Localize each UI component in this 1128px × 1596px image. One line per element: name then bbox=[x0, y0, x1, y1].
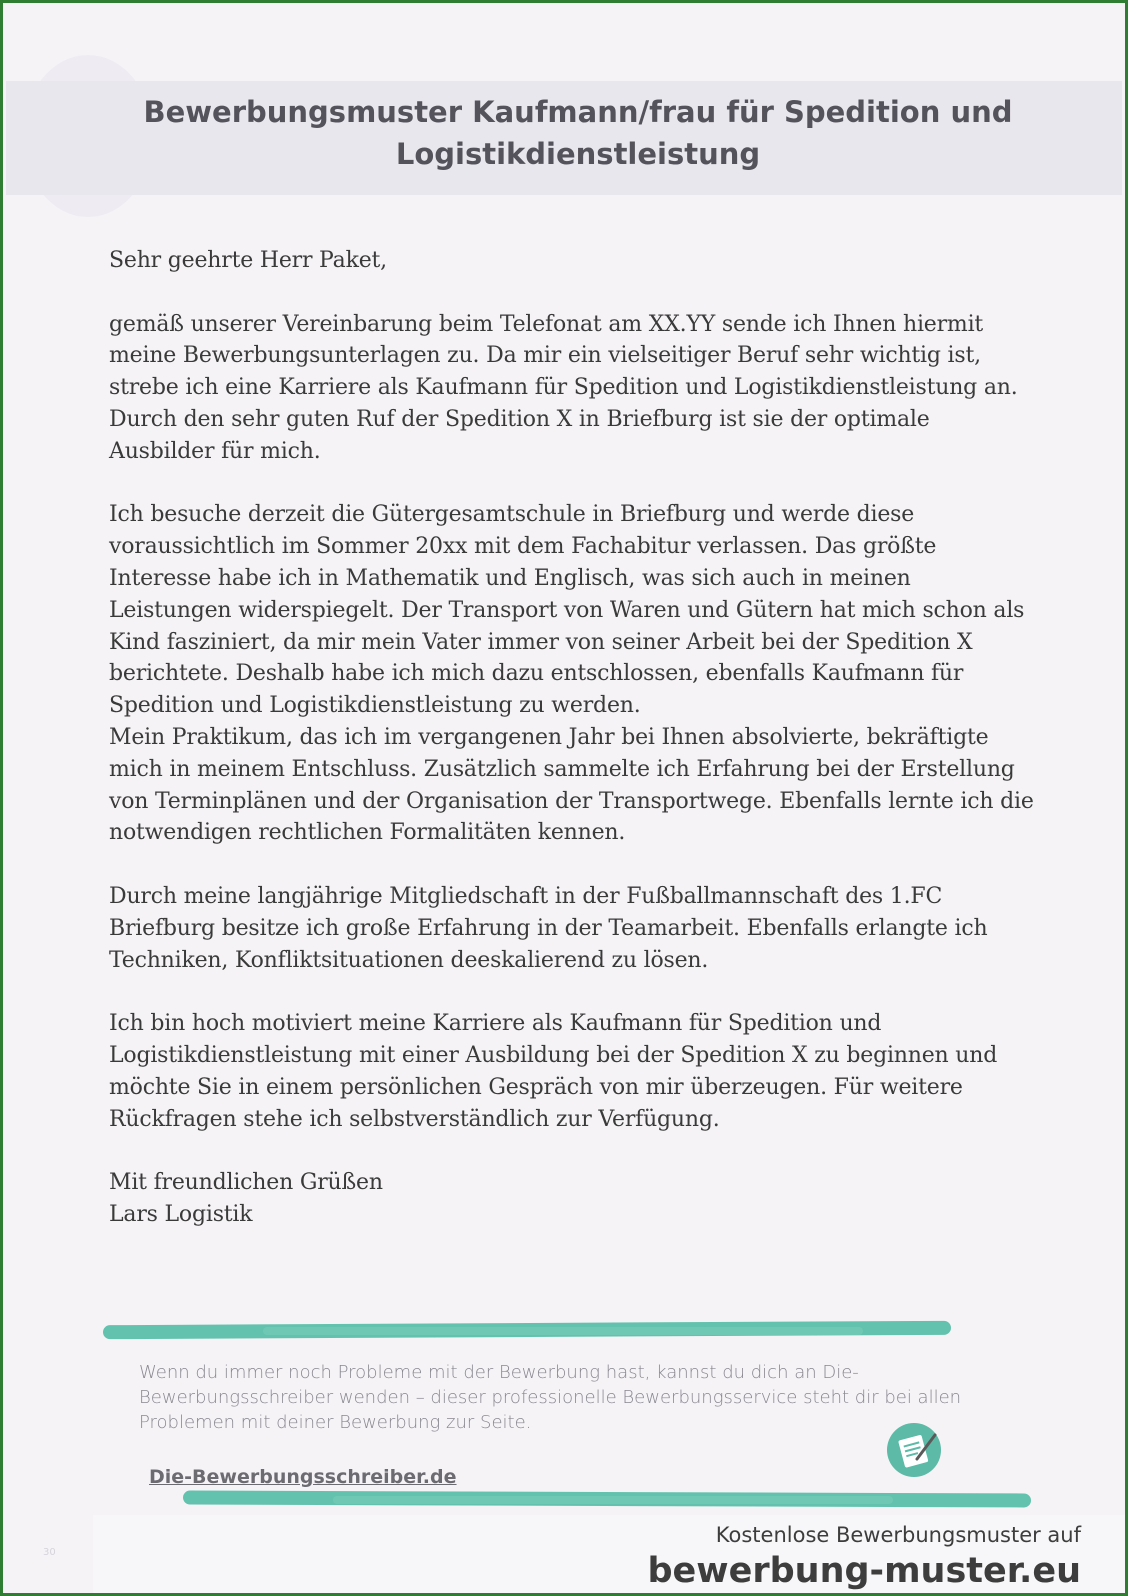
letter-body bbox=[109, 245, 1039, 1231]
page-title: Bewerbungsmuster Kaufmann/frau für Spedition und Logistikdienstleistung bbox=[143, 95, 1013, 171]
promo-text: Wenn du immer noch Probleme mit der Bewerbung hast, kannst du dich an Die-Bewerbungsschreiber wenden – dieser professionelle Bewerbungsservice steht dir bei allen Problemen mit deiner Bewerbung zur Seite. bbox=[139, 1362, 962, 1433]
footer-site-name[interactable]: bewerbung-muster.eu bbox=[647, 1551, 1081, 1591]
letter-closing: Mit freundlichen Grüßen bbox=[109, 1170, 383, 1196]
letter-paragraph: Ich besuche derzeit die Gütergesamtschule in Briefburg und werde diese voraussichtlich im Sommer 20xx mit dem Fachabitur verlassen. Das größte Interesse habe ich in Mathematik und Englisch, was sich auch in meinen Leistungen widerspiegelt. Der Transport von Waren und Gütern hat mich schon als Kind fasziniert, da mir mein Vater immer von seiner Arbeit bei der Spedition X berichtete. Deshalb habe ich mich dazu entschlossen, ebenfalls Kaufmann für Spedition und Logistikdienstleistung zu werden. bbox=[109, 502, 1025, 719]
letter-paragraph: gemäß unserer Vereinbarung beim Telefonat am XX.YY sende ich Ihnen hiermit meine Bewerbungsunterlagen zu. Da mir ein vielseitiger Beruf sehr wichtig ist, strebe ich eine Karriere als Kaufmann für Spedition und Logistikdienstleistung an. Durch den sehr guten Ruf der Spedition X in Briefburg ist sie der optimale Ausbilder für mich. bbox=[109, 311, 1018, 464]
letter-salutation: Sehr geehrte Herr Paket, bbox=[109, 248, 387, 273]
bewerbungsschreiber-link[interactable]: Die-Bewerbungsschreiber.de bbox=[149, 1466, 457, 1488]
brush-stroke-divider bbox=[263, 1327, 863, 1335]
brush-stroke-divider bbox=[333, 1496, 893, 1504]
letter-paragraph: Durch meine langjährige Mitgliedschaft in der Fußballmannschaft des 1.FC Briefburg besitze ich große Erfahrung in der Teamarbeit. Ebenfalls erlangte ich Techniken, Konfliktsituationen deeskalierend zu lösen. bbox=[109, 883, 988, 973]
letter-paragraph: Mein Praktikum, das ich im vergangenen Jahr bei Ihnen absolvierte, bekräftigte mich in meinem Entschluss. Zusätzlich sammelte ich Erfahrung bei der Erstellung von Terminplänen und der Organisation der Transportwege. Ebenfalls lernte ich die notwendigen rechtlichen Formalitäten kennen. bbox=[109, 724, 1034, 846]
page-number: 30 bbox=[43, 1547, 56, 1558]
letter-signature: Lars Logistik bbox=[109, 1201, 253, 1227]
letter-paragraph: Ich bin hoch motiviert meine Karriere als Kaufmann für Spedition und Logistikdienstleistung mit einer Ausbildung bei der Spedition X zu beginnen und möchte Sie in einem persönlichen Gespräch von mir überzeugen. Für weitere Rückfragen stehe ich selbstverständlich zur Verfügung. bbox=[109, 1011, 998, 1132]
footer-tagline: Kostenlose Bewerbungsmuster auf bbox=[715, 1523, 1081, 1547]
document-pen-icon bbox=[887, 1423, 941, 1477]
